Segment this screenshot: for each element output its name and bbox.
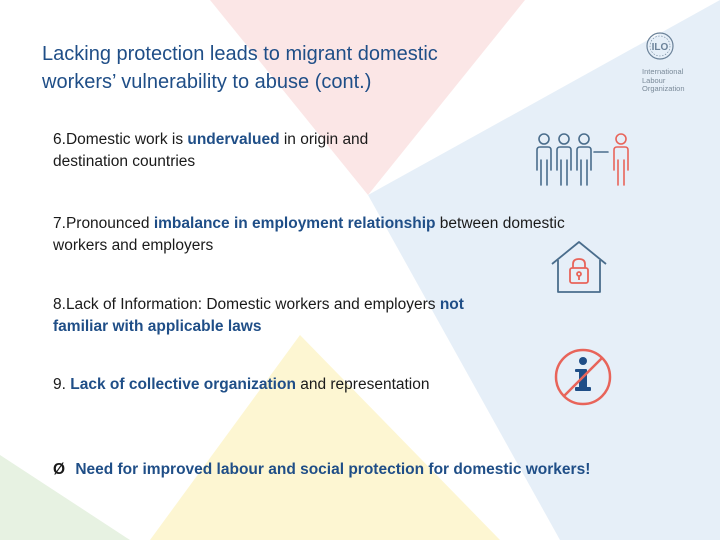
arrow-bullet-icon: Ø — [53, 461, 66, 478]
lock-icon — [570, 259, 588, 283]
conclusion-text: Need for improved labour and social protection for domestic workers! — [75, 461, 591, 478]
page-title — [42, 40, 582, 96]
info-icon — [575, 357, 591, 391]
logo-line: Labour — [642, 75, 666, 85]
point-7: 7.Pronounced imbalance in employment relationship between domestic workers and employers — [53, 215, 565, 254]
point-6: 6.Domestic work is undervalued in origin and destination countries — [53, 131, 369, 170]
no-information-icon — [552, 346, 614, 408]
highlight-text: Lack of collective organization — [70, 376, 296, 393]
title-line-1: Lacking protection leads to migrant domestic — [42, 43, 438, 65]
logo-line: International — [642, 67, 684, 76]
conclusion — [53, 459, 693, 481]
highlight-text: imbalance in employment relationship — [153, 215, 436, 232]
person-icon — [537, 134, 551, 185]
title-line-2: workers’ vulnerability to abuse (cont.) — [42, 71, 372, 93]
highlight-text: not familiar with applicable laws — [53, 296, 464, 335]
house-outline — [552, 242, 606, 264]
employer-icon — [614, 134, 628, 185]
person-icon — [577, 134, 591, 185]
highlight-text: undervalued — [187, 131, 280, 148]
people-group-icon — [532, 130, 634, 190]
house-lock-icon — [548, 238, 610, 296]
person-icon — [557, 134, 571, 185]
bg-yellow-triangle — [150, 335, 500, 540]
point-9: 9. Lack of collective organization and representation — [53, 376, 430, 393]
logo-mark: ILO — [651, 42, 669, 53]
logo-line: Organization — [642, 84, 685, 93]
logo-text — [642, 68, 685, 94]
point-8: 8.Lack of Information: Domestic workers and employers not familiar with applicable laws — [53, 296, 464, 335]
